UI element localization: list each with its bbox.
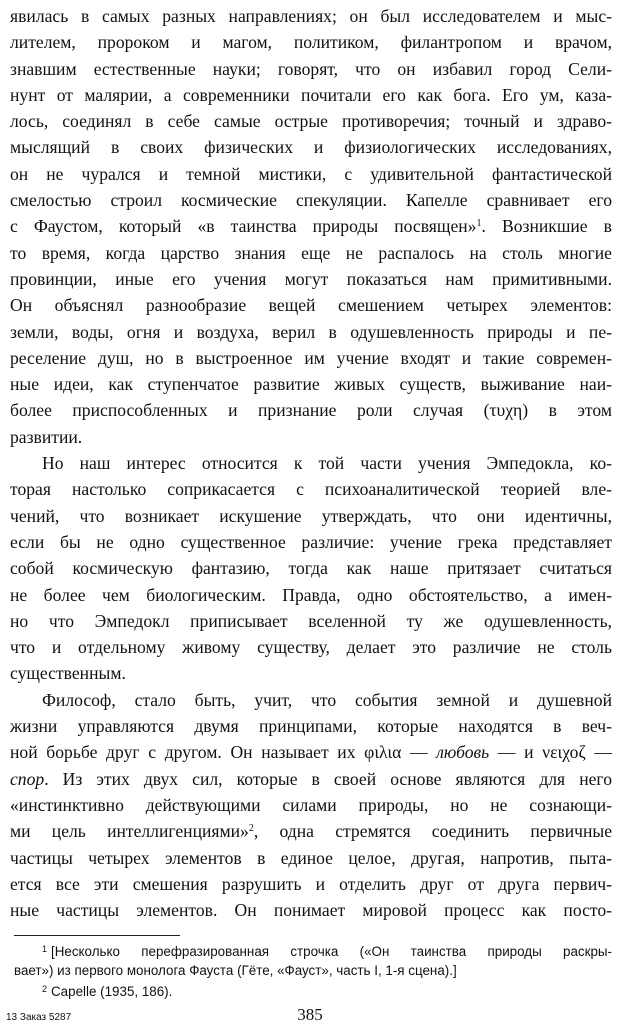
text-line [10, 608, 612, 634]
footnote-line [14, 980, 612, 1001]
line-text: реселение душ, но в выстроенное им учение входят и такие современ- [10, 347, 612, 368]
page-number: 385 [297, 1005, 323, 1024]
line-text: не более чем биологическим. Правда, одно обстоятельство, а имен- [10, 584, 612, 605]
footnote-text: вает») из первого монолога Фауста (Гёте, «Фауст», часть I, 1-я сцена).] [14, 963, 457, 978]
line-text: знавшим естественные науки; говорят, что он избавил город Сели- [10, 58, 612, 79]
line-text: Он объяснял разнообразие вещей смешением четырех элементов: [10, 295, 612, 316]
footnote-text: Capelle (1935, 186). [51, 984, 173, 999]
text-line [10, 397, 612, 423]
text-line [10, 766, 612, 792]
line-text: частицы четырех элементов в единое целое, другая, напротив, пыта- [10, 847, 612, 868]
line-text-continued: . Возникшие в [481, 216, 612, 237]
footnote-line [14, 940, 612, 961]
emphasis: любовь [436, 742, 490, 763]
line-text: явилась в самых разных направлениях; он был исследователем и мыс- [10, 6, 612, 26]
line-text: Но наш интерес относится к той части учения Эмпедокла, ко- [42, 453, 612, 474]
text-line [10, 371, 612, 397]
line-text: ми цель интеллигенциями» [10, 821, 249, 842]
text-line [10, 3, 612, 29]
line-text: провинции, иные его учения могут показаться нам примитивными. [10, 268, 612, 289]
line-text: земли, воды, огня и воздуха, верил в одушевленность природы и пе- [10, 321, 612, 342]
footnote-mark: 1 [42, 944, 48, 954]
line-text: ной борьбе друг с другом. Он называет их φιλια — [10, 742, 437, 763]
text-line [10, 108, 612, 134]
text-line [10, 634, 612, 660]
line-text-continued: . Из этих двух сил, которые в своей основе являются для него [44, 768, 612, 789]
line-text: торая настолько соприкасается с психоаналитической теорией вле- [10, 479, 612, 500]
text-line [10, 897, 612, 923]
printer-signature: 13 Заказ 5287 [6, 1012, 72, 1023]
text-line [10, 134, 612, 160]
footnote-mark: 2 [42, 984, 48, 994]
footnotes [14, 940, 612, 1001]
line-text: ется все эти смешения разрушить и отделить друг от друга первич- [10, 873, 612, 894]
text-line [10, 660, 612, 686]
footnote-reference: 2 [248, 823, 254, 835]
line-text: ные идеи, как ступенчатое развитие живых существ, выживание наи- [10, 374, 612, 395]
main-text [10, 3, 612, 923]
line-text: с Фаустом, который «в таинства природы посвящен» [10, 216, 477, 237]
footnote-separator [14, 935, 180, 936]
text-line [10, 292, 612, 318]
text-line [10, 476, 612, 502]
text-line [10, 213, 612, 239]
text-line [10, 56, 612, 82]
line-text: Философ, стало быть, учит, что события земной и душевной [42, 689, 612, 710]
line-text: смелостью строил космические спекуляции. Капелле сравнивает его [10, 190, 612, 211]
text-line [10, 82, 612, 108]
line-text: что и отдельному живому существу, делает это различие не столь [10, 637, 612, 658]
text-line [10, 503, 612, 529]
line-text: более приспособленных и признание роли случая (τυχη) в этом [10, 400, 612, 421]
text-line [10, 818, 612, 844]
line-text: ные частицы элементов. Он понимает мировой процесс как посто- [10, 900, 612, 921]
line-text: нунт от малярии, а современники почитали его как бога. Его ум, каза- [10, 84, 612, 105]
text-line [10, 240, 612, 266]
line-text: собой космическую фантазию, тогда как наше притязает считаться [10, 558, 612, 579]
text-line [10, 29, 612, 55]
line-text-continued: — и νειχοζ — [489, 742, 612, 763]
text-line [10, 424, 612, 450]
text-line [10, 266, 612, 292]
text-line [10, 450, 612, 476]
line-text: лителем, пророком и магом, политиком, филантропом и врачом, [10, 32, 612, 53]
line-text: но что Эмпедокл приписывает вселенной ту же одушевленность, [10, 610, 612, 631]
text-line [10, 319, 612, 345]
text-line [10, 345, 612, 371]
footnote-reference: 1 [476, 218, 482, 230]
text-line [10, 529, 612, 555]
text-line [10, 187, 612, 213]
text-line [10, 687, 612, 713]
text-line [10, 871, 612, 897]
line-text-continued: , одна стремятся соединить первичные [253, 821, 612, 842]
text-line [10, 161, 612, 187]
line-text: мыслящий в своих физических и физиологических исследованиях, [10, 137, 612, 158]
line-text: существенным. [10, 663, 126, 684]
text-line [10, 845, 612, 871]
line-text: развитии. [10, 426, 83, 447]
line-text: он не чурался и темной мистики, с удивительной фантастической [10, 163, 612, 184]
line-text: то время, когда царство знания еще не распалось на столь многие [10, 242, 612, 263]
text-line [10, 582, 612, 608]
text-line [10, 555, 612, 581]
line-text: чений, что возникает искушение утверждать, что они идентичны, [10, 505, 612, 526]
line-text: если бы не одно существенное различие: учение грека представляет [10, 531, 612, 552]
footnote-line [14, 961, 612, 980]
line-text: лось, соединял в себе самые острые противоречия; точный и здраво- [10, 111, 612, 132]
line-text: жизни управляются двумя принципами, которые находятся в веч- [10, 716, 612, 737]
line-text: «инстинктивно действующими силами природы, но не сознающи- [10, 794, 612, 815]
text-line [10, 739, 612, 765]
footnote-text: [Несколько перефразированная строчка («Он таинства природы раскры- [51, 944, 612, 959]
emphasis: спор [10, 768, 45, 789]
text-line [10, 792, 612, 818]
text-line [10, 713, 612, 739]
